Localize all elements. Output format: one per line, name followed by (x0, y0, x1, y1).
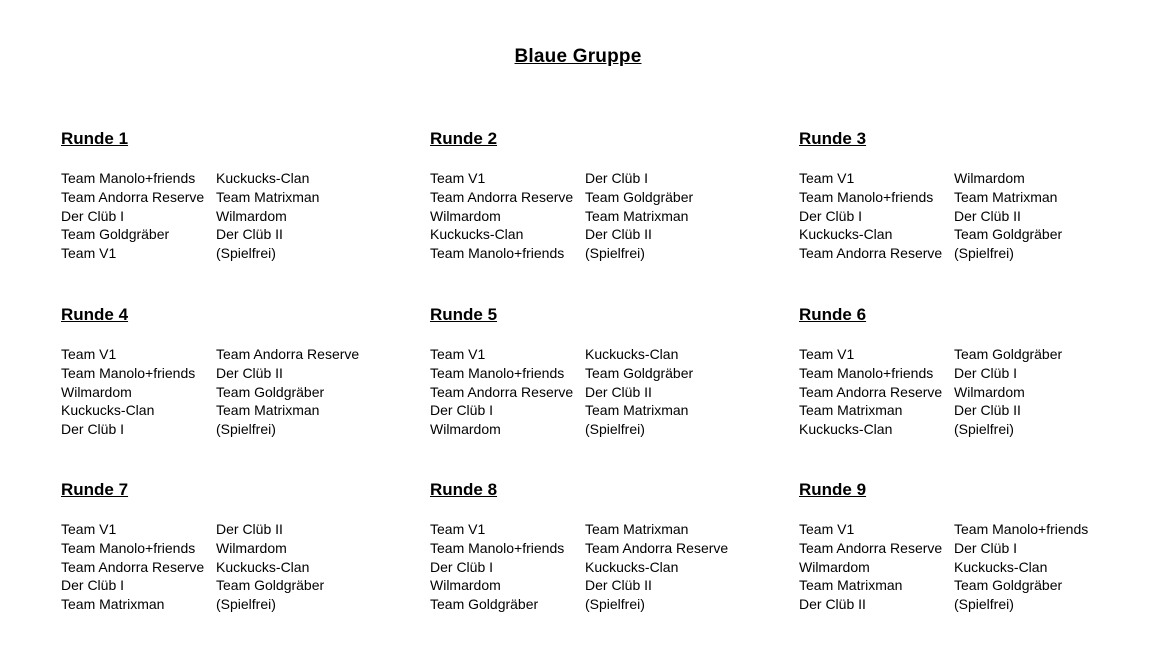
pairing-row (430, 169, 790, 188)
away-team: Der Clüb II (216, 364, 283, 381)
home-team: Team V1 (799, 521, 855, 537)
home-team: Der Clüb I (61, 207, 125, 224)
away-team: (Spielfrei) (216, 245, 276, 262)
pairing-row (430, 188, 790, 207)
away-team: Team Manolo+friends (954, 521, 1089, 537)
away-team: Team Andorra Reserve (216, 346, 360, 362)
pairing-row (61, 207, 421, 226)
round-block (61, 128, 421, 263)
home-team: Wilmardom (61, 383, 132, 400)
home-team: Team Manolo+friends (430, 364, 565, 381)
home-team: Team Manolo+friends (61, 364, 196, 381)
home-team: Team V1 (430, 521, 486, 537)
round-title: Runde 9 (799, 480, 867, 499)
pairing-row (61, 520, 421, 539)
home-team: Team Andorra Reserve (799, 383, 943, 400)
away-team: Team Goldgräber (954, 346, 1063, 362)
pairing-row (799, 595, 1156, 614)
pairing-row (430, 576, 790, 595)
page-title: Blaue Gruppe (514, 46, 642, 67)
pairing-row (430, 539, 790, 558)
home-team: Wilmardom (430, 207, 501, 224)
away-team: (Spielfrei) (216, 596, 276, 613)
home-team: Team V1 (61, 521, 117, 537)
pairing-row (430, 520, 790, 539)
pairing-row (61, 576, 421, 595)
pairing-row (61, 188, 421, 207)
away-team: Kuckucks-Clan (954, 558, 1048, 575)
pairing-row (799, 207, 1156, 226)
pairing-row (61, 225, 421, 244)
pairing-row (799, 188, 1156, 207)
home-team: Kuckucks-Clan (799, 226, 893, 243)
home-team: Team Manolo+friends (61, 539, 196, 556)
pairing-row (799, 225, 1156, 244)
pairing-list (799, 345, 1156, 439)
away-team: (Spielfrei) (216, 421, 276, 438)
away-team: (Spielfrei) (954, 596, 1014, 613)
home-team: Team Matrixman (61, 596, 165, 613)
round-block (799, 128, 1156, 263)
home-team: Team Manolo+friends (799, 364, 934, 381)
away-team: Der Clüb II (954, 207, 1021, 224)
home-team: Team Goldgräber (430, 596, 539, 613)
away-team: Kuckucks-Clan (216, 170, 310, 186)
home-team: Team Andorra Reserve (430, 383, 574, 400)
home-team: Der Clüb I (799, 207, 863, 224)
home-team: Team Andorra Reserve (430, 188, 574, 205)
pairing-row (430, 345, 790, 364)
pairing-row (799, 558, 1156, 577)
round-block (799, 479, 1156, 614)
away-team: Team Matrixman (954, 188, 1058, 205)
away-team: Der Clüb II (954, 402, 1021, 419)
away-team: Kuckucks-Clan (585, 346, 679, 362)
away-team: (Spielfrei) (585, 421, 645, 438)
pairing-row (799, 345, 1156, 364)
away-team: Team Matrixman (585, 402, 689, 419)
away-team: Team Matrixman (216, 188, 320, 205)
away-team: Der Clüb II (216, 226, 283, 243)
home-team: Team Matrixman (799, 577, 903, 594)
away-team: Der Clüb I (954, 364, 1018, 381)
home-team: Kuckucks-Clan (430, 226, 524, 243)
home-team: Wilmardom (799, 558, 870, 575)
pairing-row (799, 364, 1156, 383)
home-team: Der Clüb I (430, 558, 494, 575)
away-team: Der Clüb II (585, 577, 652, 594)
home-team: Team V1 (430, 346, 486, 362)
pairing-row (430, 225, 790, 244)
pairing-list (430, 520, 790, 614)
away-team: (Spielfrei) (585, 245, 645, 262)
away-team: Team Goldgräber (954, 577, 1063, 594)
home-team: Team Manolo+friends (61, 170, 196, 186)
pairing-row (430, 420, 790, 439)
pairing-row (61, 383, 421, 402)
away-team: Team Goldgräber (585, 364, 694, 381)
away-team: Team Goldgräber (216, 383, 325, 400)
away-team: Wilmardom (216, 539, 287, 556)
away-team: Der Clüb II (216, 521, 283, 537)
pairing-list (430, 345, 790, 439)
round-title: Runde 6 (799, 305, 867, 324)
pairing-row (61, 401, 421, 420)
pairing-row (61, 364, 421, 383)
home-team: Team Andorra Reserve (799, 539, 943, 556)
away-team: Wilmardom (954, 170, 1025, 186)
away-team: Team Goldgräber (216, 577, 325, 594)
away-team: Wilmardom (216, 207, 287, 224)
away-team: Team Goldgräber (954, 226, 1063, 243)
pairing-row (61, 169, 421, 188)
away-team: Team Andorra Reserve (585, 539, 729, 556)
home-team: Kuckucks-Clan (61, 402, 155, 419)
pairing-list (799, 169, 1156, 263)
round-title: Runde 3 (799, 129, 867, 148)
home-team: Der Clüb I (430, 402, 494, 419)
round-title: Runde 8 (430, 480, 498, 499)
home-team: Team Manolo+friends (430, 539, 565, 556)
pairing-row (799, 244, 1156, 263)
home-team: Team Manolo+friends (799, 188, 934, 205)
home-team: Team V1 (799, 170, 855, 186)
away-team: Der Clüb II (585, 226, 652, 243)
round-title: Runde 2 (430, 129, 498, 148)
away-team: (Spielfrei) (954, 421, 1014, 438)
pairing-row (61, 539, 421, 558)
pairing-row (61, 420, 421, 439)
home-team: Wilmardom (430, 421, 501, 438)
home-team: Team Goldgräber (61, 226, 170, 243)
away-team: Team Matrixman (585, 521, 689, 537)
round-block (430, 479, 790, 614)
away-team: Wilmardom (954, 383, 1025, 400)
home-team: Kuckucks-Clan (799, 421, 893, 438)
away-team: Der Clüb I (954, 539, 1018, 556)
away-team: Der Clüb II (585, 383, 652, 400)
away-team: (Spielfrei) (585, 596, 645, 613)
round-title: Runde 4 (61, 305, 129, 324)
pairing-row (430, 558, 790, 577)
home-team: Team V1 (61, 346, 117, 362)
home-team: Team Matrixman (799, 402, 903, 419)
pairing-row (799, 420, 1156, 439)
home-team: Team Andorra Reserve (799, 245, 943, 262)
pairing-row (799, 383, 1156, 402)
home-team: Team Andorra Reserve (61, 188, 205, 205)
pairing-row (799, 520, 1156, 539)
pairing-row (799, 576, 1156, 595)
pairing-list (61, 169, 421, 263)
home-team: Der Clüb II (799, 596, 866, 613)
home-team: Team V1 (799, 346, 855, 362)
away-team: Kuckucks-Clan (216, 558, 310, 575)
round-block (799, 304, 1156, 439)
pairing-row (61, 244, 421, 263)
pairing-row (430, 364, 790, 383)
home-team: Team V1 (430, 170, 486, 186)
away-team: Team Matrixman (585, 207, 689, 224)
pairing-list (61, 520, 421, 614)
pairing-row (799, 401, 1156, 420)
pairing-list (799, 520, 1156, 614)
away-team: Team Matrixman (216, 402, 320, 419)
pairing-row (799, 169, 1156, 188)
away-team: Kuckucks-Clan (585, 558, 679, 575)
pairing-list (61, 345, 421, 439)
home-team: Team Andorra Reserve (61, 558, 205, 575)
round-block (430, 304, 790, 439)
pairing-row (430, 595, 790, 614)
pairing-row (430, 244, 790, 263)
home-team: Der Clüb I (61, 421, 125, 438)
pairing-row (61, 345, 421, 364)
pairing-row (430, 383, 790, 402)
home-team: Der Clüb I (61, 577, 125, 594)
pairing-list (430, 169, 790, 263)
round-title: Runde 7 (61, 480, 129, 499)
home-team: Team Manolo+friends (430, 245, 565, 262)
round-title: Runde 5 (430, 305, 498, 324)
round-title: Runde 1 (61, 129, 129, 148)
away-team: (Spielfrei) (954, 245, 1014, 262)
away-team: Der Clüb I (585, 170, 649, 186)
round-block (430, 128, 790, 263)
round-block (61, 479, 421, 614)
home-team: Wilmardom (430, 577, 501, 594)
pairing-row (430, 401, 790, 420)
pairing-row (61, 595, 421, 614)
away-team: Team Goldgräber (585, 188, 694, 205)
home-team: Team V1 (61, 245, 117, 262)
pairing-row (430, 207, 790, 226)
pairing-row (799, 539, 1156, 558)
round-block (61, 304, 421, 439)
pairing-row (61, 558, 421, 577)
